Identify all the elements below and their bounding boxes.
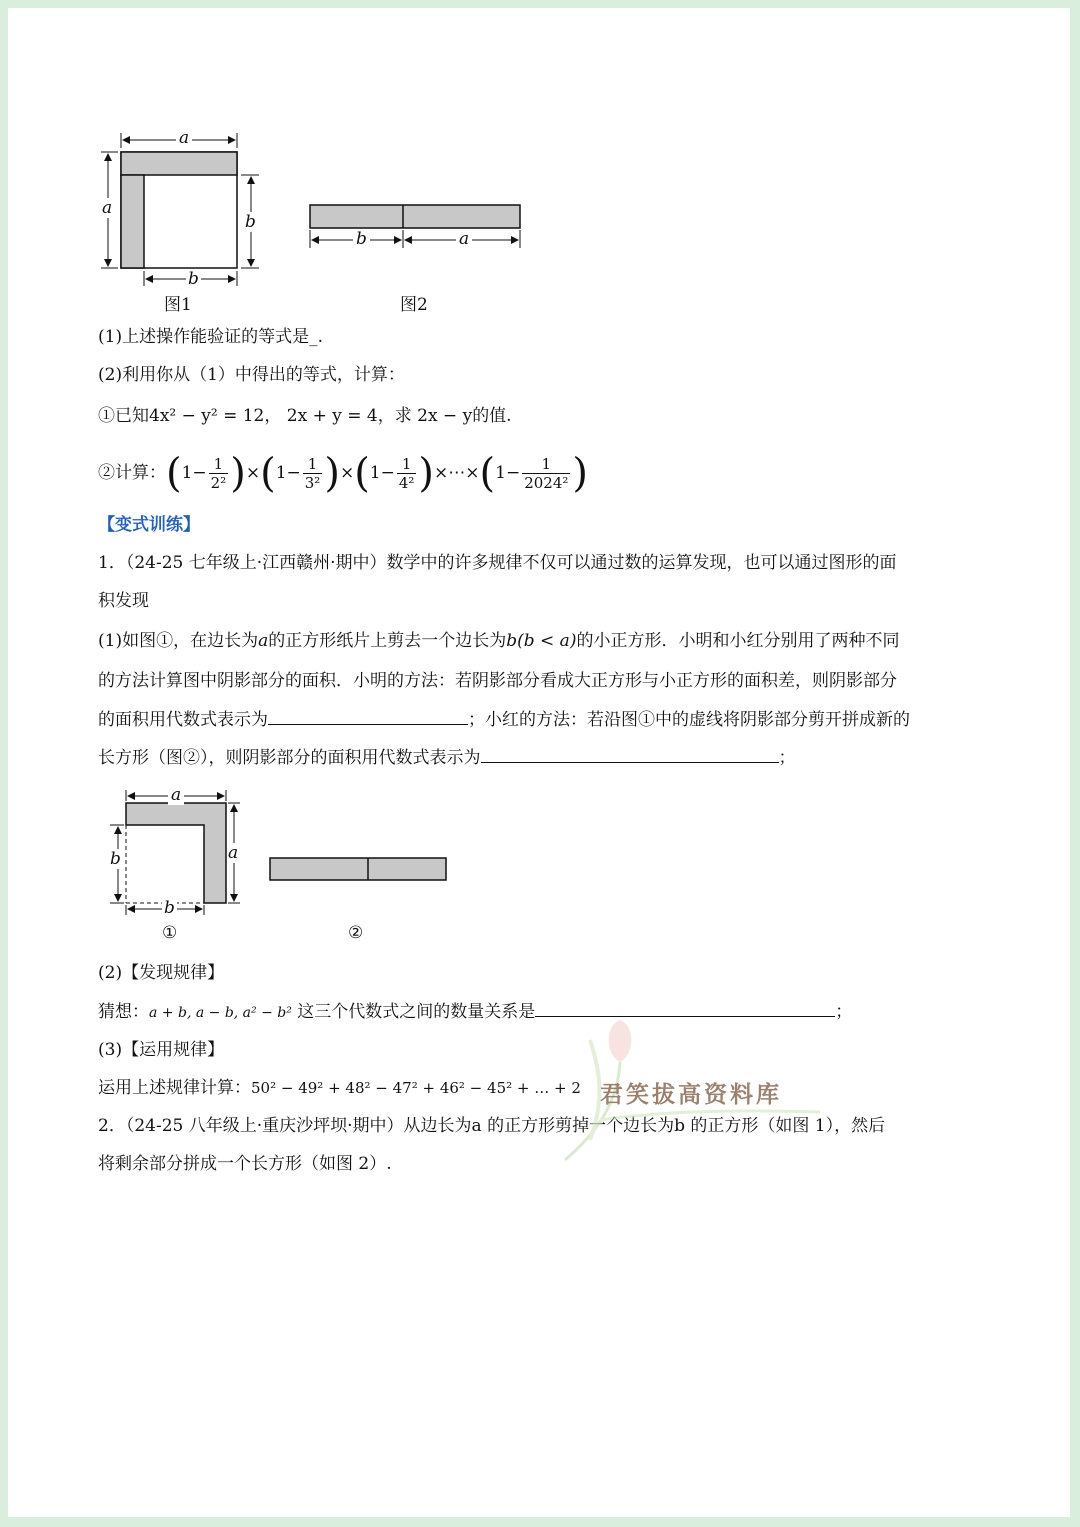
p4-line2: 将剩余部分拼成一个长方形（如图 2）. xyxy=(98,1154,392,1174)
figure-1-top xyxy=(96,128,276,288)
q1-text: (1)上述操作能验证的等式是_. xyxy=(98,327,323,347)
mid-fig2-caption: ② xyxy=(348,923,364,943)
mid-fig1-caption: ① xyxy=(162,923,178,943)
p1a-line3: 的面积用代数式表示为 ；小红的方法：若沿图①中的虚线将阴影部分剪开拼成新的 xyxy=(98,707,910,732)
term-2: $\frac{1}{\text{3²}}$ xyxy=(304,455,321,492)
p3-head: (3)【运用规律】 xyxy=(98,1040,225,1060)
figure-2-top xyxy=(308,200,528,256)
p4-line1: 2．（24-25 八年级上·重庆沙坪坝·期中）从边长为a 的正方形剪掉一个边长为b 的正方形（如图 1），然后 xyxy=(98,1116,886,1136)
term-3: $\frac{1}{\text{4²}}$ xyxy=(398,455,415,492)
p1a-line2: 的方法计算图中阴影部分的面积．小明的方法：若阴影部分看成大正方形与小正方形的面积差，则阴影部分 xyxy=(98,671,897,691)
fig2-caption: 图2 xyxy=(400,295,428,315)
term-1: $\frac{1}{\text{2²}}$ xyxy=(210,455,227,492)
p1a-line1: (1)如图①，在边长为a的正方形纸片上剪去一个边长为b(b < a)的小正方形．小明和小红分别用了两种不同 xyxy=(98,631,900,651)
fig1-label-a-side: a xyxy=(102,198,113,218)
answer-blank-1[interactable] xyxy=(268,707,468,725)
watermark-text: 君笑拔高资料库 xyxy=(600,1082,782,1108)
q2-1-prefix: ①已知 xyxy=(98,406,149,426)
p1-line1: 1．（24-25 七年级上·江西赣州·期中）数学中的许多规律不仅可以通过数的运算发现，也可以通过图形的面 xyxy=(98,553,897,573)
figure-2-mid xyxy=(268,856,450,886)
mid-fig1-label-a-top: a xyxy=(168,785,184,805)
q2-1-eq2: 2x + y = 4，求 xyxy=(286,406,412,426)
fig1-label-b-bottom: b xyxy=(188,269,199,289)
fig1-label-a-top: a xyxy=(176,128,192,148)
p1a-line4: 长方形（图②），则阴影部分的面积用代数式表示为 ； xyxy=(98,745,796,770)
mid-fig1-label-a-side: a xyxy=(228,843,239,863)
p1-line2: 积发现 xyxy=(98,591,149,611)
fig2-label-a: a xyxy=(456,229,472,249)
p2-head: (2)【发现规律】 xyxy=(98,963,225,983)
q2-2-prefix: ②计算： xyxy=(98,463,166,483)
q2-1-suffix: 的值. xyxy=(472,406,512,426)
mid-fig1-label-b-side: b xyxy=(110,849,121,869)
term-4: $\frac{1}{\text{2024²}}$ xyxy=(524,455,569,492)
section-heading: 【变式训练】 xyxy=(98,515,200,535)
q2-1-eq1: 4x² − y² = 12， xyxy=(149,406,282,426)
answer-blank-2[interactable] xyxy=(481,745,779,763)
mid-fig1-label-b-bottom: b xyxy=(164,898,175,918)
fig2-label-b: b xyxy=(353,229,370,249)
fig1-caption: 图1 xyxy=(164,295,192,315)
q2-1-eq3: 2x − y xyxy=(417,406,473,426)
p2-line: 猜想：a + b, a − b, a² − b² 这三个代数式之间的数量关系是 ； xyxy=(98,999,852,1025)
q2-2: ②计算：(1− $\frac{1}{\text{2²}}$ )×(1− $\frac{1}{\text{3²}}$ )×(1− $\frac{1}{\text{4²}}$ )×⋯×(1− $\frac{1}{\text{2024²}}$ ) xyxy=(98,450,588,497)
ellipsis: ×⋯× xyxy=(434,463,480,483)
q2-text: (2)利用你从（1）中得出的等式，计算： xyxy=(98,365,405,385)
fig1-label-b-side: b xyxy=(245,212,256,232)
p3-line: 运用上述规律计算：50² − 49² + 48² − 47² + 46² − 45² + … + 2 xyxy=(98,1078,581,1098)
q2-1 xyxy=(98,404,512,428)
